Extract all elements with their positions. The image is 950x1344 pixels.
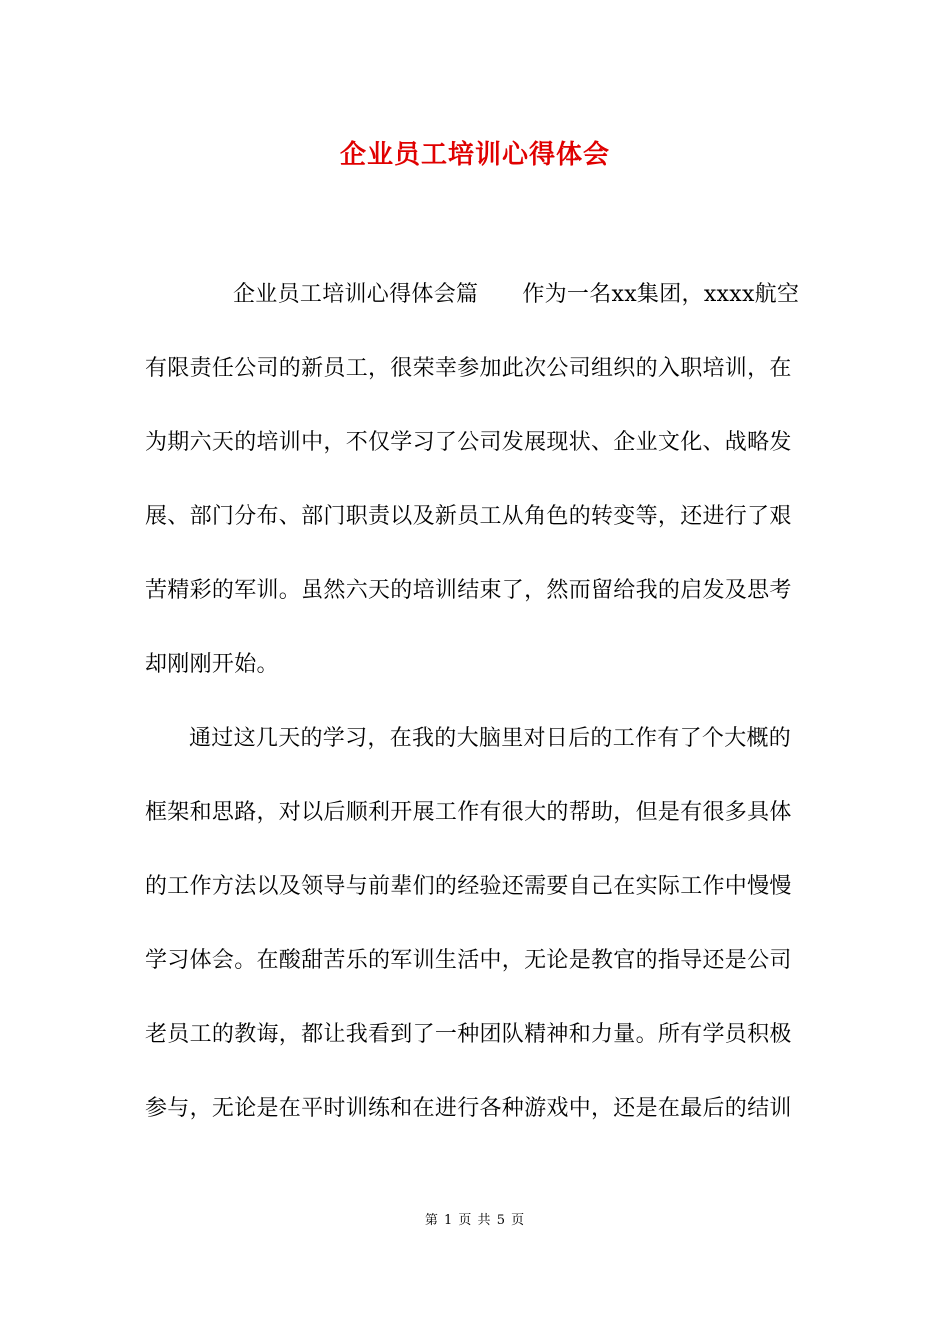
body-line-10: 学习体会。在酸甜苦乐的军训生活中，无论是教官的指导还是公司 (145, 948, 792, 973)
body-text: 作为一名xx集团，xxxx航空 (522, 282, 800, 307)
body-line-3: 为期六天的培训中，不仅学习了公司发展现状、企业文化、战略发 (145, 430, 792, 455)
body-line-6: 却刚刚开始。 (145, 652, 279, 677)
body-line-8: 框架和思路，对以后顺利开展工作有很大的帮助，但是有很多具体 (145, 800, 792, 825)
body-line-11: 老员工的教诲，都让我看到了一种团队精神和力量。所有学员积极 (145, 1022, 792, 1047)
body-line-4: 展、部门分布、部门职责以及新员工从角色的转变等，还进行了艰 (145, 504, 792, 529)
section-heading: 企业员工培训心得体会篇 (233, 282, 479, 307)
body-line-2: 有限责任公司的新员工，很荣幸参加此次公司组织的入职培训，在 (145, 356, 792, 381)
body-line-12: 参与，无论是在平时训练和在进行各种游戏中，还是在最后的结训 (145, 1096, 792, 1121)
document-title: 企业员工培训心得体会 (339, 140, 610, 170)
page-number-footer: 第 1 页 共 5 页 (424, 1213, 526, 1228)
body-line-5: 苦精彩的军训。虽然六天的培训结束了，然而留给我的启发及思考 (145, 578, 792, 603)
body-line-9: 的工作方法以及领导与前辈们的经验还需要自己在实际工作中慢慢 (145, 874, 792, 899)
body-line-1 (145, 275, 893, 315)
body-line-7: 通过这几天的学习，在我的大脑里对日后的工作有了个大概的 (189, 726, 792, 751)
